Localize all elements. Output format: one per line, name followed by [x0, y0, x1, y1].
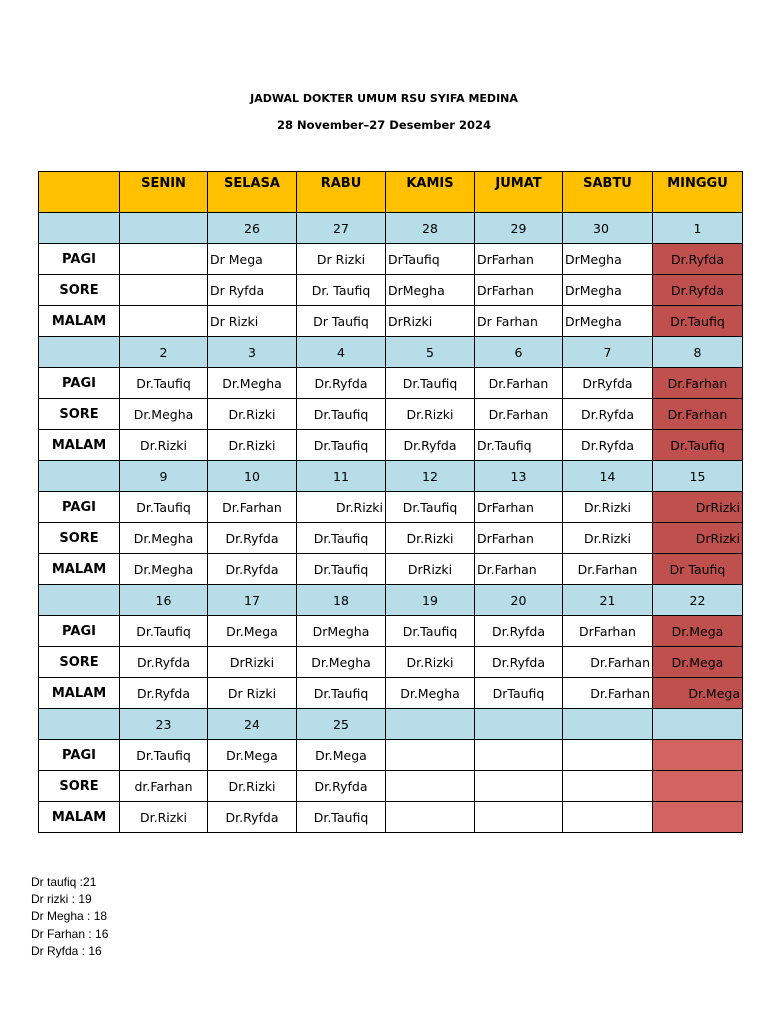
schedule-cell: Dr. Taufiq: [297, 275, 386, 306]
date-cell: 1: [653, 213, 743, 244]
schedule-cell: Dr.Taufiq: [120, 492, 208, 523]
schedule-cell-sunday: [653, 771, 743, 802]
schedule-cell: Dr.Farhan: [475, 368, 563, 399]
date-cell: 7: [563, 337, 653, 368]
date-cell: 27: [297, 213, 386, 244]
schedule-cell: Dr.Taufiq: [120, 368, 208, 399]
date-cell: 30: [563, 213, 653, 244]
date-cell: 3: [208, 337, 297, 368]
date-cell: [563, 709, 653, 740]
shift-row-malam: [39, 430, 743, 461]
shift-row-malam: [39, 802, 743, 833]
summary-line: Dr Megha : 18: [31, 909, 108, 924]
shift-label: SORE: [39, 647, 120, 678]
shift-row-pagi: [39, 740, 743, 771]
day-header-row: [39, 172, 743, 213]
schedule-cell: [475, 802, 563, 833]
date-cell: 12: [386, 461, 475, 492]
schedule-cell-sunday: [653, 740, 743, 771]
schedule-cell: Dr.Rizki: [386, 399, 475, 430]
schedule-cell: Dr.Taufiq: [386, 492, 475, 523]
schedule-cell: Dr.Taufiq: [297, 802, 386, 833]
shift-row-sore: [39, 275, 743, 306]
schedule-cell: Dr.Ryfda: [208, 523, 297, 554]
page-subtitle: 28 November–27 Desember 2024: [277, 118, 491, 132]
schedule-cell: Dr.Rizki: [386, 647, 475, 678]
schedule-cell-sunday: Dr.Farhan: [653, 368, 743, 399]
schedule-cell: Dr.Megha: [120, 554, 208, 585]
schedule-cell: Dr Taufiq: [297, 306, 386, 337]
summary-line: Dr rizki : 19: [31, 892, 92, 907]
schedule-cell: Dr.Megha: [208, 368, 297, 399]
shift-row-malam: [39, 554, 743, 585]
day-header-sabtu: SABTU: [563, 172, 653, 213]
schedule-cell: Dr.Taufiq: [475, 430, 563, 461]
schedule-cell: Dr.Rizki: [208, 399, 297, 430]
schedule-cell: DrTaufiq: [475, 678, 563, 709]
date-cell: 8: [653, 337, 743, 368]
schedule-cell: Dr Farhan: [475, 306, 563, 337]
schedule-cell: DrRyfda: [563, 368, 653, 399]
schedule-cell: Dr.Mega: [208, 740, 297, 771]
schedule-cell: Dr Rizki: [208, 678, 297, 709]
schedule-cell: Dr.Rizki: [208, 430, 297, 461]
schedule-cell-sunday: Dr.Farhan: [653, 399, 743, 430]
date-cell: 14: [563, 461, 653, 492]
shift-label: SORE: [39, 771, 120, 802]
schedule-cell: Dr.Rizki: [563, 492, 653, 523]
schedule-cell: Dr.Farhan: [563, 678, 653, 709]
schedule-cell: DrRizki: [208, 647, 297, 678]
schedule-cell: Dr.Ryfda: [475, 647, 563, 678]
schedule-cell: DrFarhan: [475, 523, 563, 554]
schedule-cell: Dr.Taufiq: [120, 740, 208, 771]
schedule-cell-sunday: Dr.Mega: [653, 647, 743, 678]
date-row: [39, 213, 743, 244]
schedule-cell: DrRizki: [386, 306, 475, 337]
schedule-cell: [475, 740, 563, 771]
schedule-cell: Dr.Taufiq: [297, 678, 386, 709]
shift-count-summary: [31, 874, 108, 960]
shift-row-pagi: [39, 244, 743, 275]
date-cell: 5: [386, 337, 475, 368]
schedule-cell-sunday: Dr.Mega: [653, 678, 743, 709]
header-blank-cell: [39, 172, 120, 213]
schedule-cell: DrMegha: [386, 275, 475, 306]
schedule-cell: [386, 740, 475, 771]
date-cell: 28: [386, 213, 475, 244]
schedule-cell: DrMegha: [563, 244, 653, 275]
shift-label: MALAM: [39, 306, 120, 337]
date-cell: 23: [120, 709, 208, 740]
schedule-cell: Dr Mega: [208, 244, 297, 275]
schedule-cell: Dr Rizki: [208, 306, 297, 337]
schedule-cell-sunday: [653, 802, 743, 833]
shift-row-sore: [39, 399, 743, 430]
date-cell: [39, 709, 120, 740]
date-cell: [39, 585, 120, 616]
schedule-cell-sunday: Dr.Taufiq: [653, 306, 743, 337]
date-cell: [120, 213, 208, 244]
schedule-cell: Dr.Rizki: [208, 771, 297, 802]
schedule-cell: DrMegha: [563, 275, 653, 306]
shift-row-malam: [39, 306, 743, 337]
shift-row-sore: [39, 771, 743, 802]
schedule-cell: Dr.Ryfda: [208, 554, 297, 585]
schedule-cell: Dr.Rizki: [120, 430, 208, 461]
date-cell: [39, 337, 120, 368]
schedule-cell: Dr.Megha: [297, 647, 386, 678]
summary-line: Dr Ryfda : 16: [31, 943, 102, 958]
date-cell: 6: [475, 337, 563, 368]
date-row: [39, 709, 743, 740]
date-cell: 16: [120, 585, 208, 616]
date-cell: 17: [208, 585, 297, 616]
date-row: [39, 585, 743, 616]
schedule-cell: Dr.Rizki: [386, 523, 475, 554]
shift-label: PAGI: [39, 492, 120, 523]
shift-label: SORE: [39, 275, 120, 306]
shift-row-pagi: [39, 616, 743, 647]
schedule-cell: Dr.Ryfda: [563, 430, 653, 461]
schedule-cell: Dr.Ryfda: [475, 616, 563, 647]
shift-label: MALAM: [39, 430, 120, 461]
shift-row-sore: [39, 523, 743, 554]
schedule-cell: [386, 771, 475, 802]
date-cell: 25: [297, 709, 386, 740]
page-title: JADWAL DOKTER UMUM RSU SYIFA MEDINA: [250, 92, 518, 105]
schedule-cell: DrMegha: [297, 616, 386, 647]
schedule-cell: Dr.Farhan: [563, 647, 653, 678]
day-header-kamis: KAMIS: [386, 172, 475, 213]
schedule-cell: Dr.Rizki: [297, 492, 386, 523]
shift-label: PAGI: [39, 616, 120, 647]
date-cell: [39, 213, 120, 244]
date-cell: [653, 709, 743, 740]
schedule-cell-sunday: DrRizki: [653, 492, 743, 523]
day-header-jumat: JUMAT: [475, 172, 563, 213]
shift-label: PAGI: [39, 368, 120, 399]
schedule-cell: [563, 802, 653, 833]
schedule-cell: Dr.Ryfda: [120, 678, 208, 709]
schedule-cell: [563, 740, 653, 771]
day-header-selasa: SELASA: [208, 172, 297, 213]
schedule-table: [38, 171, 743, 833]
schedule-cell: Dr.Ryfda: [120, 647, 208, 678]
schedule-cell: Dr Ryfda: [208, 275, 297, 306]
date-cell: [475, 709, 563, 740]
date-cell: 15: [653, 461, 743, 492]
shift-label: MALAM: [39, 554, 120, 585]
schedule-cell: Dr.Mega: [297, 740, 386, 771]
schedule-cell: Dr.Ryfda: [297, 771, 386, 802]
shift-label: SORE: [39, 523, 120, 554]
shift-label: PAGI: [39, 244, 120, 275]
shift-label: MALAM: [39, 802, 120, 833]
schedule-cell: DrFarhan: [563, 616, 653, 647]
schedule-cell-sunday: Dr.Mega: [653, 616, 743, 647]
schedule-cell: DrTaufiq: [386, 244, 475, 275]
schedule-cell-sunday: Dr.Taufiq: [653, 430, 743, 461]
summary-line: Dr Farhan : 16: [31, 926, 109, 941]
date-cell: 18: [297, 585, 386, 616]
schedule-cell: [120, 275, 208, 306]
schedule-cell: Dr.Taufiq: [297, 523, 386, 554]
schedule-cell: DrFarhan: [475, 492, 563, 523]
schedule-cell: DrMegha: [563, 306, 653, 337]
shift-row-sore: [39, 647, 743, 678]
date-cell: 24: [208, 709, 297, 740]
schedule-cell: Dr.Taufiq: [120, 616, 208, 647]
schedule-cell: Dr.Megha: [120, 523, 208, 554]
schedule-cell: Dr.Megha: [386, 678, 475, 709]
schedule-cell: [386, 802, 475, 833]
shift-label: SORE: [39, 399, 120, 430]
schedule-cell: Dr.Farhan: [475, 399, 563, 430]
date-cell: 10: [208, 461, 297, 492]
date-cell: 13: [475, 461, 563, 492]
schedule-cell: [120, 244, 208, 275]
schedule-cell: Dr.Ryfda: [208, 802, 297, 833]
date-cell: 20: [475, 585, 563, 616]
shift-label: PAGI: [39, 740, 120, 771]
day-header-minggu: MINGGU: [653, 172, 743, 213]
date-cell: 21: [563, 585, 653, 616]
schedule-cell-sunday: Dr Taufiq: [653, 554, 743, 585]
day-header-rabu: RABU: [297, 172, 386, 213]
date-cell: [386, 709, 475, 740]
summary-line: Dr taufiq :21: [31, 875, 97, 889]
date-cell: 11: [297, 461, 386, 492]
shift-label: MALAM: [39, 678, 120, 709]
schedule-cell-sunday: Dr.Ryfda: [653, 244, 743, 275]
schedule-cell: Dr.Ryfda: [297, 368, 386, 399]
schedule-cell: [475, 771, 563, 802]
date-cell: [39, 461, 120, 492]
schedule-cell: Dr.Taufiq: [297, 399, 386, 430]
schedule-cell: DrFarhan: [475, 275, 563, 306]
date-cell: 9: [120, 461, 208, 492]
date-row: [39, 337, 743, 368]
shift-row-pagi: [39, 492, 743, 523]
schedule-cell: DrRizki: [386, 554, 475, 585]
schedule-cell: Dr.Rizki: [563, 523, 653, 554]
date-cell: 2: [120, 337, 208, 368]
schedule-cell: Dr.Farhan: [563, 554, 653, 585]
schedule-cell: Dr.Megha: [120, 399, 208, 430]
schedule-cell: Dr.Taufiq: [297, 430, 386, 461]
schedule-cell-sunday: Dr.Ryfda: [653, 275, 743, 306]
schedule-cell: [563, 771, 653, 802]
schedule-cell: Dr.Farhan: [208, 492, 297, 523]
schedule-cell: Dr.Ryfda: [563, 399, 653, 430]
schedule-cell: [120, 306, 208, 337]
schedule-cell: Dr.Farhan: [475, 554, 563, 585]
date-cell: 4: [297, 337, 386, 368]
schedule-cell: Dr.Taufiq: [386, 616, 475, 647]
date-cell: 22: [653, 585, 743, 616]
schedule-cell-sunday: DrRizki: [653, 523, 743, 554]
shift-row-pagi: [39, 368, 743, 399]
schedule-cell: dr.Farhan: [120, 771, 208, 802]
day-header-senin: SENIN: [120, 172, 208, 213]
schedule-cell: Dr Rizki: [297, 244, 386, 275]
date-row: [39, 461, 743, 492]
schedule-cell: DrFarhan: [475, 244, 563, 275]
date-cell: 29: [475, 213, 563, 244]
date-cell: 19: [386, 585, 475, 616]
schedule-cell: Dr.Taufiq: [297, 554, 386, 585]
date-cell: 26: [208, 213, 297, 244]
schedule-cell: Dr.Mega: [208, 616, 297, 647]
schedule-cell: Dr.Ryfda: [386, 430, 475, 461]
shift-row-malam: [39, 678, 743, 709]
schedule-cell: Dr.Taufiq: [386, 368, 475, 399]
schedule-cell: Dr.Rizki: [120, 802, 208, 833]
